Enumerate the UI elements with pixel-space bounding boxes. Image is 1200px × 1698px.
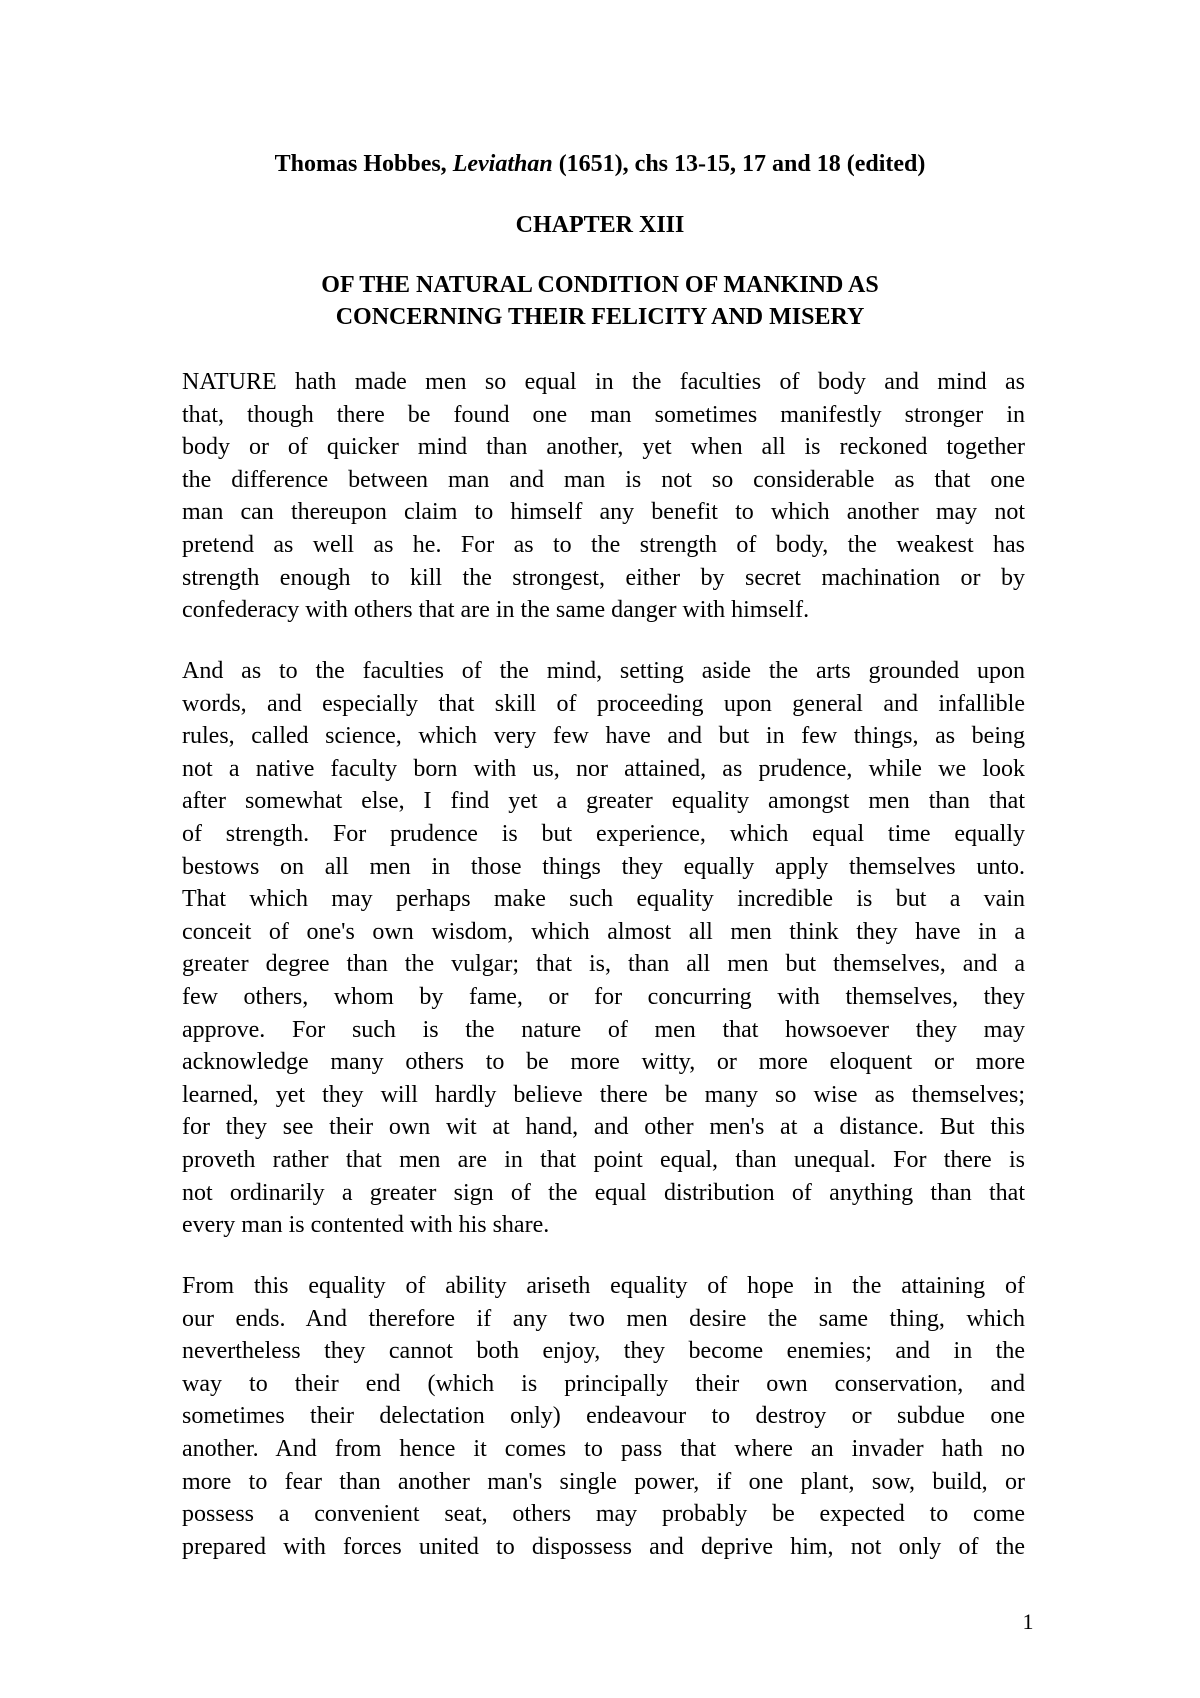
text-line: every man is contented with his share. [182, 1212, 550, 1239]
text-line: nevertheless they cannot both enjoy, they become enemies; and in the [182, 1338, 1025, 1365]
text-line: way to their end (which is principally their own conservation, and [182, 1370, 1025, 1397]
title-work: Leviathan [452, 151, 553, 177]
text-line: another. And from hence it comes to pass that where an invader hath no [182, 1435, 1025, 1462]
text-line: not a native faculty born with us, nor attained, as prudence, while we look [182, 755, 1025, 782]
page-number: 1 [1022, 1609, 1034, 1634]
text-line: more to fear than another man's single power, if one plant, sow, build, or [182, 1468, 1025, 1495]
text-line: our ends. And therefore if any two men desire the same thing, which [182, 1305, 1025, 1332]
text-line: pretend as well as he. For as to the strength of body, the weakest has [182, 531, 1025, 558]
chapter-subtitle-line: CONCERNING THEIR FELICITY AND MISERY [335, 304, 865, 330]
text-line: of strength. For prudence is but experience, which equal time equally [182, 820, 1025, 847]
chapter-subtitle [0, 269, 1200, 333]
paragraph-1 [182, 366, 1025, 627]
text-line: man can thereupon claim to himself any benefit to which another may not [182, 499, 1025, 526]
text-line: bestows on all men in those things they equally apply themselves unto. [182, 853, 1025, 880]
text-line: confederacy with others that are in the same danger with himself. [182, 597, 810, 624]
text-line: words, and especially that skill of proceeding upon general and infallible [182, 690, 1025, 717]
text-line: learned, yet they will hardly believe there be many so wise as themselves; [182, 1081, 1025, 1108]
chapter-heading: CHAPTER XIII [515, 212, 685, 238]
text-line: NATURE hath made men so equal in the faculties of body and mind as [182, 369, 1025, 395]
text-line: From this equality of ability ariseth equality of hope in the attaining of [182, 1273, 1025, 1299]
paragraph-3 [182, 1270, 1025, 1563]
text-line: strength enough to kill the strongest, either by secret machination or by [182, 564, 1025, 591]
text-line: after somewhat else, I find yet a greater equality amongst men than that [182, 788, 1025, 815]
chapter-subtitle-line: OF THE NATURAL CONDITION OF MANKIND AS [321, 272, 879, 298]
text-line: conceit of one's own wisdom, which almost all men think they have in a [182, 918, 1025, 945]
document-title [0, 148, 1200, 180]
text-line: few others, whom by fame, or for concurring with themselves, they [182, 983, 1025, 1010]
text-line: That which may perhaps make such equality incredible is but a vain [182, 886, 1025, 913]
text-line: that, though there be found one man sometimes manifestly stronger in [182, 401, 1025, 428]
text-line: greater degree than the vulgar; that is, than all men but themselves, and a [182, 951, 1025, 978]
text-line: body or of quicker mind than another, yet when all is reckoned together [182, 434, 1025, 461]
text-line: proveth rather that men are in that point equal, than unequal. For there is [182, 1146, 1025, 1173]
text-line: acknowledge many others to be more witty, or more eloquent or more [182, 1049, 1025, 1076]
text-line: sometimes their delectation only) endeavour to destroy or subdue one [182, 1403, 1025, 1430]
text-line: for they see their own wit at hand, and other men's at a distance. But this [182, 1114, 1025, 1141]
text-line: And as to the faculties of the mind, setting aside the arts grounded upon [182, 658, 1025, 684]
title-rest: (1651), chs 13-15, 17 and 18 (edited) [552, 151, 926, 177]
text-line: rules, called science, which very few have and but in few things, as being [182, 723, 1025, 750]
title-author: Thomas Hobbes, [274, 151, 453, 177]
text-line: the difference between man and man is not so considerable as that one [182, 466, 1025, 493]
text-line: possess a convenient seat, others may probably be expected to come [182, 1501, 1025, 1528]
text-line: not ordinarily a greater sign of the equal distribution of anything than that [182, 1179, 1025, 1206]
text-line: prepared with forces united to dispossess and deprive him, not only of the [182, 1533, 1025, 1560]
paragraph-2 [182, 655, 1025, 1242]
text-line: approve. For such is the nature of men that howsoever they may [182, 1016, 1025, 1043]
